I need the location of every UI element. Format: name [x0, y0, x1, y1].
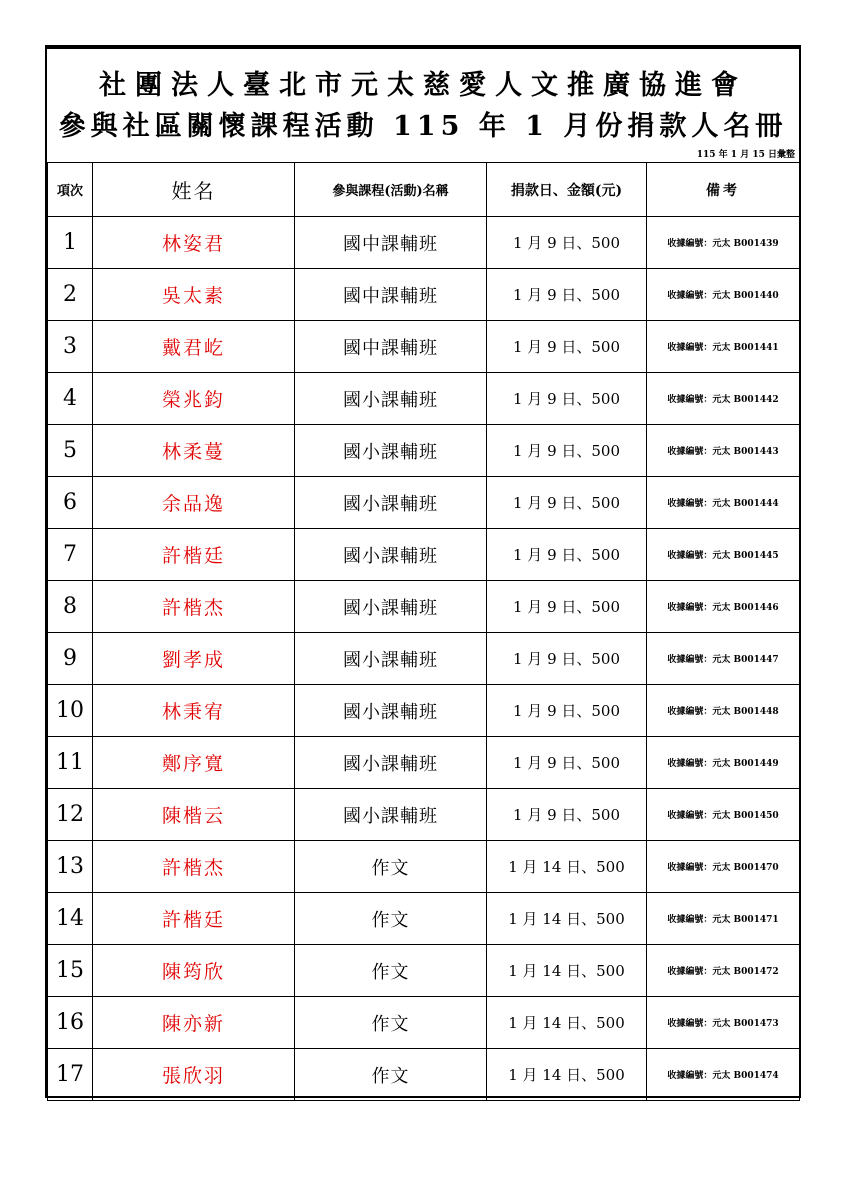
- donation-date-amount: 1 月 9 日、500: [487, 737, 647, 789]
- donor-name: 許楷杰: [93, 841, 295, 893]
- course-name: 作文: [295, 893, 487, 945]
- column-header-donation: 捐款日、金額(元): [487, 163, 647, 217]
- row-index: 12: [48, 789, 93, 841]
- course-name: 國小課輔班: [295, 685, 487, 737]
- donation-date-amount: 1 月 9 日、500: [487, 789, 647, 841]
- donor-name: 陳筠欣: [93, 945, 295, 997]
- donation-date-amount: 1 月 9 日、500: [487, 685, 647, 737]
- table-row: [48, 789, 800, 841]
- donation-date-amount: 1 月 9 日、500: [487, 425, 647, 477]
- compiled-date: 115 年 1 月 15 日彙整: [696, 150, 795, 160]
- receipt-note: 收據編號：元太 B001440: [647, 269, 800, 321]
- row-index: 1: [48, 217, 93, 269]
- row-index: 13: [48, 841, 93, 893]
- receipt-note: 收據編號：元太 B001447: [647, 633, 800, 685]
- column-header-name: 姓名: [93, 163, 295, 217]
- donor-name: 許楷杰: [93, 581, 295, 633]
- row-index: 15: [48, 945, 93, 997]
- donation-date-amount: 1 月 14 日、500: [487, 893, 647, 945]
- donation-date-amount: 1 月 14 日、500: [487, 945, 647, 997]
- table-row: [48, 321, 800, 373]
- receipt-note: 收據編號：元太 B001473: [647, 997, 800, 1049]
- table-row: [48, 685, 800, 737]
- donor-name: 陳亦新: [93, 997, 295, 1049]
- donation-date-amount: 1 月 14 日、500: [487, 841, 647, 893]
- donor-name: 林柔蔓: [93, 425, 295, 477]
- table-row: [48, 217, 800, 269]
- row-index: 3: [48, 321, 93, 373]
- column-header-note: 備考: [647, 163, 800, 217]
- receipt-note: 收據編號：元太 B001443: [647, 425, 800, 477]
- course-name: 國小課輔班: [295, 477, 487, 529]
- course-name: 國小課輔班: [295, 581, 487, 633]
- row-index: 6: [48, 477, 93, 529]
- donation-date-amount: 1 月 14 日、500: [487, 997, 647, 1049]
- table-row: [48, 633, 800, 685]
- donor-name: 鄭序寬: [93, 737, 295, 789]
- receipt-note: 收據編號：元太 B001446: [647, 581, 800, 633]
- receipt-note: 收據編號：元太 B001444: [647, 477, 800, 529]
- table-row: [48, 737, 800, 789]
- table-row: [48, 269, 800, 321]
- donation-date-amount: 1 月 9 日、500: [487, 633, 647, 685]
- table-row: [48, 373, 800, 425]
- course-name: 國中課輔班: [295, 321, 487, 373]
- donor-name: 林姿君: [93, 217, 295, 269]
- table-row: [48, 529, 800, 581]
- donation-date-amount: 1 月 9 日、500: [487, 321, 647, 373]
- course-name: 作文: [295, 945, 487, 997]
- receipt-note: 收據編號：元太 B001449: [647, 737, 800, 789]
- row-index: 7: [48, 529, 93, 581]
- donation-date-amount: 1 月 9 日、500: [487, 477, 647, 529]
- course-name: 作文: [295, 1049, 487, 1101]
- donor-name: 張欣羽: [93, 1049, 295, 1101]
- donation-date-amount: 1 月 14 日、500: [487, 1049, 647, 1101]
- row-index: 16: [48, 997, 93, 1049]
- donation-date-amount: 1 月 9 日、500: [487, 529, 647, 581]
- donor-name: 林秉宥: [93, 685, 295, 737]
- donor-name: 吳太素: [93, 269, 295, 321]
- table-row: [48, 997, 800, 1049]
- row-index: 8: [48, 581, 93, 633]
- course-name: 作文: [295, 841, 487, 893]
- receipt-note: 收據編號：元太 B001445: [647, 529, 800, 581]
- course-name: 國小課輔班: [295, 529, 487, 581]
- row-index: 5: [48, 425, 93, 477]
- table-header-row: [48, 163, 800, 217]
- row-index: 11: [48, 737, 93, 789]
- document-subtitle: 參與社區關懷課程活動 115 年 1 月份捐款人名冊: [58, 111, 788, 142]
- receipt-note: 收據編號：元太 B001450: [647, 789, 800, 841]
- column-header-index: 項次: [48, 163, 93, 217]
- receipt-note: 收據編號：元太 B001471: [647, 893, 800, 945]
- receipt-note: 收據編號：元太 B001442: [647, 373, 800, 425]
- row-index: 2: [48, 269, 93, 321]
- course-name: 國小課輔班: [295, 373, 487, 425]
- table-row: [48, 425, 800, 477]
- donor-name: 戴君屹: [93, 321, 295, 373]
- table-row: [48, 841, 800, 893]
- donor-name: 許楷廷: [93, 893, 295, 945]
- table-row: [48, 477, 800, 529]
- donor-name: 陳楷云: [93, 789, 295, 841]
- donation-date-amount: 1 月 9 日、500: [487, 373, 647, 425]
- donor-name: 劉孝成: [93, 633, 295, 685]
- receipt-note: 收據編號：元太 B001472: [647, 945, 800, 997]
- receipt-note: 收據編號：元太 B001448: [647, 685, 800, 737]
- row-index: 14: [48, 893, 93, 945]
- table-row: [48, 1049, 800, 1101]
- document-sheet: [45, 45, 801, 1098]
- row-index: 17: [48, 1049, 93, 1101]
- receipt-note: 收據編號：元太 B001474: [647, 1049, 800, 1101]
- table-row: [48, 581, 800, 633]
- course-name: 國小課輔班: [295, 737, 487, 789]
- donor-name: 許楷廷: [93, 529, 295, 581]
- document-title: 社團法人臺北市元太慈愛人文推廣協進會: [99, 70, 747, 101]
- donor-name: 余品逸: [93, 477, 295, 529]
- course-name: 國中課輔班: [295, 217, 487, 269]
- course-name: 國小課輔班: [295, 425, 487, 477]
- receipt-note: 收據編號：元太 B001441: [647, 321, 800, 373]
- donation-date-amount: 1 月 9 日、500: [487, 217, 647, 269]
- table-row: [48, 945, 800, 997]
- column-header-course: 參與課程(活動)名稱: [295, 163, 487, 217]
- course-name: 國小課輔班: [295, 633, 487, 685]
- course-name: 國中課輔班: [295, 269, 487, 321]
- course-name: 國小課輔班: [295, 789, 487, 841]
- receipt-note: 收據編號：元太 B001470: [647, 841, 800, 893]
- row-index: 10: [48, 685, 93, 737]
- table-row: [48, 893, 800, 945]
- course-name: 作文: [295, 997, 487, 1049]
- donor-name: 榮兆鈞: [93, 373, 295, 425]
- row-index: 4: [48, 373, 93, 425]
- row-index: 9: [48, 633, 93, 685]
- donation-date-amount: 1 月 9 日、500: [487, 269, 647, 321]
- donor-table: [47, 162, 800, 1101]
- receipt-note: 收據編號：元太 B001439: [647, 217, 800, 269]
- donation-date-amount: 1 月 9 日、500: [487, 581, 647, 633]
